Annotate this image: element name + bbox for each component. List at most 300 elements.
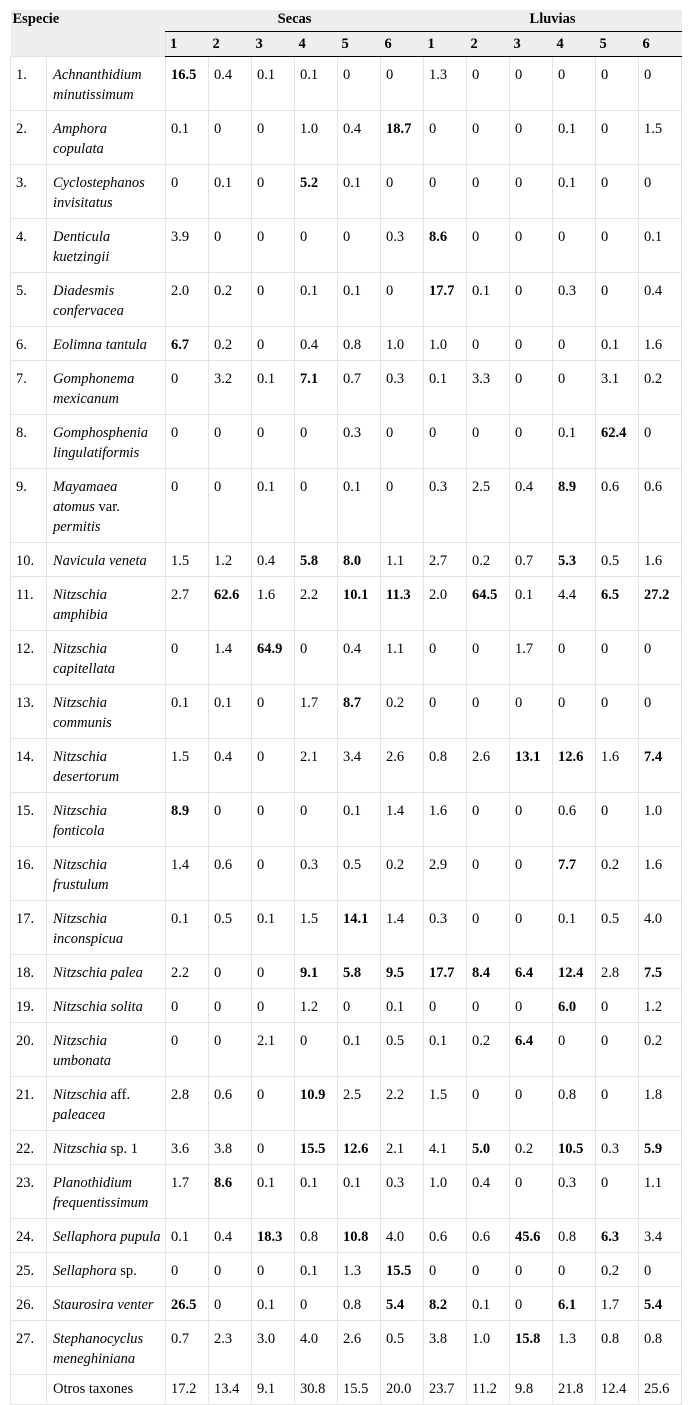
table-row (11, 361, 682, 415)
lluvias-value: 0 (424, 631, 467, 685)
species-name (47, 901, 166, 955)
secas-value: 0 (338, 219, 381, 273)
lluvias-value: 6.5 (596, 577, 639, 631)
lluvias-value: 0 (424, 165, 467, 219)
secas-value: 10.9 (295, 1077, 338, 1131)
lluvias-value: 6.1 (553, 1287, 596, 1321)
lluvias-value: 0.2 (639, 361, 682, 415)
lluvias-value: 0 (467, 901, 510, 955)
secas-value: 15.5 (381, 1253, 424, 1287)
secas-value: 0 (209, 989, 252, 1023)
row-number: 25. (11, 1253, 47, 1287)
lluvias-value: 0 (596, 989, 639, 1023)
secas-value: 0 (295, 793, 338, 847)
lluvias-value: 0.3 (424, 469, 467, 543)
row-number: 16. (11, 847, 47, 901)
secas-value: 0.4 (209, 1219, 252, 1253)
lluvias-value: 0 (596, 111, 639, 165)
lluvias-value: 0.6 (424, 1219, 467, 1253)
row-number: 23. (11, 1165, 47, 1219)
lluvias-value: 0 (510, 1287, 553, 1321)
secas-value: 13.4 (209, 1375, 252, 1405)
secas-value: 0.1 (209, 685, 252, 739)
lluvias-value: 0.2 (639, 1023, 682, 1077)
lluvias-value: 6.3 (596, 1219, 639, 1253)
secas-value: 2.5 (338, 1077, 381, 1131)
secas-value: 8.6 (209, 1165, 252, 1219)
lluvias-value: 1.5 (639, 111, 682, 165)
lluvias-value: 7.5 (639, 955, 682, 989)
secas-value: 1.7 (295, 685, 338, 739)
lluvias-value: 0 (639, 415, 682, 469)
header-secas-col: 6 (381, 32, 424, 57)
species-name-part: Nitzschia capitellata (53, 641, 116, 677)
secas-value: 5.8 (338, 955, 381, 989)
species-name-part: Navicula veneta (53, 553, 147, 569)
secas-value: 1.0 (381, 327, 424, 361)
secas-value: 0.4 (209, 739, 252, 793)
secas-value: 62.6 (209, 577, 252, 631)
lluvias-value: 10.5 (553, 1131, 596, 1165)
lluvias-value: 11.2 (467, 1375, 510, 1405)
secas-value: 0.1 (252, 1287, 295, 1321)
lluvias-value: 0.5 (596, 543, 639, 577)
lluvias-value: 1.1 (639, 1165, 682, 1219)
lluvias-value: 2.0 (424, 577, 467, 631)
lluvias-value: 0 (553, 685, 596, 739)
secas-value: 0.1 (338, 1023, 381, 1077)
secas-value: 0.2 (381, 685, 424, 739)
secas-value: 26.5 (166, 1287, 209, 1321)
secas-value: 5.2 (295, 165, 338, 219)
lluvias-value: 0 (510, 111, 553, 165)
lluvias-value: 3.3 (467, 361, 510, 415)
secas-value: 0.3 (381, 1165, 424, 1219)
row-number: 26. (11, 1287, 47, 1321)
secas-value: 0.8 (338, 1287, 381, 1321)
lluvias-value: 0 (596, 57, 639, 111)
table-row (11, 57, 682, 111)
species-name (47, 847, 166, 901)
secas-value: 0 (252, 273, 295, 327)
lluvias-value: 0.2 (596, 1253, 639, 1287)
row-number: 15. (11, 793, 47, 847)
secas-value: 0.1 (252, 57, 295, 111)
secas-value: 0.1 (295, 1253, 338, 1287)
lluvias-value: 21.8 (553, 1375, 596, 1405)
species-name-part: Nitzschia (53, 1141, 107, 1157)
secas-value: 2.3 (209, 1321, 252, 1375)
secas-value: 12.6 (338, 1131, 381, 1165)
species-name-part: Amphora copulata (53, 121, 107, 157)
row-number: 27. (11, 1321, 47, 1375)
secas-value: 0 (295, 1287, 338, 1321)
lluvias-value: 0 (510, 415, 553, 469)
species-name (47, 1131, 166, 1165)
secas-value: 0 (252, 1131, 295, 1165)
secas-value: 1.5 (295, 901, 338, 955)
species-name-part: aff. (106, 1087, 131, 1103)
lluvias-value: 0.4 (639, 273, 682, 327)
secas-value: 0.5 (381, 1321, 424, 1375)
lluvias-value: 1.3 (553, 1321, 596, 1375)
secas-value: 0.3 (338, 415, 381, 469)
lluvias-value: 0 (553, 219, 596, 273)
species-name (47, 543, 166, 577)
secas-value: 1.4 (166, 847, 209, 901)
lluvias-value: 0 (639, 1253, 682, 1287)
lluvias-value: 8.4 (467, 955, 510, 989)
secas-value: 11.3 (381, 577, 424, 631)
table-row (11, 1165, 682, 1219)
secas-value: 0 (338, 989, 381, 1023)
lluvias-value: 13.1 (510, 739, 553, 793)
row-number: 18. (11, 955, 47, 989)
lluvias-value: 0.1 (639, 219, 682, 273)
table-row (11, 1023, 682, 1077)
secas-value: 10.8 (338, 1219, 381, 1253)
secas-value: 0.1 (338, 469, 381, 543)
lluvias-value: 0 (424, 1253, 467, 1287)
lluvias-value: 0 (467, 57, 510, 111)
lluvias-value: 0.3 (596, 1131, 639, 1165)
lluvias-value: 3.1 (596, 361, 639, 415)
secas-value: 0 (295, 219, 338, 273)
secas-value: 2.2 (166, 955, 209, 989)
lluvias-value: 0 (639, 631, 682, 685)
lluvias-value: 0.3 (553, 1165, 596, 1219)
lluvias-value: 0 (510, 1077, 553, 1131)
table-row (11, 111, 682, 165)
species-name-part: Nitzschia solita (53, 999, 143, 1015)
header-lluvias-col: 4 (553, 32, 596, 57)
lluvias-value: 17.7 (424, 955, 467, 989)
lluvias-value: 0.1 (553, 111, 596, 165)
table-row (11, 955, 682, 989)
secas-value: 8.0 (338, 543, 381, 577)
secas-value: 0.1 (338, 1165, 381, 1219)
secas-value: 18.7 (381, 111, 424, 165)
table-row (11, 1375, 682, 1405)
row-number: 9. (11, 469, 47, 543)
lluvias-value: 1.6 (639, 327, 682, 361)
species-name-part: Otros taxones (53, 1381, 134, 1397)
secas-value: 0.8 (295, 1219, 338, 1253)
secas-value: 0 (209, 1253, 252, 1287)
secas-value: 0 (166, 1023, 209, 1077)
lluvias-value: 2.6 (467, 739, 510, 793)
table-row (11, 469, 682, 543)
secas-value: 1.2 (209, 543, 252, 577)
lluvias-value: 0.1 (510, 577, 553, 631)
table-row (11, 577, 682, 631)
row-number: 19. (11, 989, 47, 1023)
species-name-part: Nitzschia inconspicua (53, 911, 124, 947)
species-name (47, 793, 166, 847)
secas-value: 64.9 (252, 631, 295, 685)
species-name-part: Sellaphora pupula (53, 1229, 161, 1245)
header-lluvias-col: 1 (424, 32, 467, 57)
secas-value: 15.5 (295, 1131, 338, 1165)
lluvias-value: 0 (639, 685, 682, 739)
secas-value: 1.4 (381, 901, 424, 955)
species-name (47, 1165, 166, 1219)
secas-value: 0.1 (338, 273, 381, 327)
lluvias-value: 0 (510, 793, 553, 847)
species-name-part: Denticula kuetzingii (53, 229, 111, 265)
lluvias-value: 0 (510, 165, 553, 219)
row-number (11, 1375, 47, 1405)
lluvias-value: 17.7 (424, 273, 467, 327)
lluvias-value: 0 (467, 793, 510, 847)
species-name-part: permitis (53, 519, 101, 535)
secas-value: 0.1 (295, 273, 338, 327)
secas-value: 6.7 (166, 327, 209, 361)
species-name (47, 361, 166, 415)
secas-value: 4.0 (381, 1219, 424, 1253)
secas-value: 0 (209, 469, 252, 543)
secas-value: 0.4 (338, 111, 381, 165)
secas-value: 0.4 (252, 543, 295, 577)
secas-value: 0.5 (209, 901, 252, 955)
lluvias-value: 7.4 (639, 739, 682, 793)
table-row (11, 739, 682, 793)
secas-value: 5.4 (381, 1287, 424, 1321)
secas-value: 0.1 (166, 1219, 209, 1253)
species-name (47, 327, 166, 361)
secas-value: 0.1 (295, 1165, 338, 1219)
secas-value: 3.0 (252, 1321, 295, 1375)
secas-value: 0.5 (381, 1023, 424, 1077)
lluvias-value: 1.6 (639, 847, 682, 901)
lluvias-value: 0 (510, 1165, 553, 1219)
lluvias-value: 0.1 (424, 1023, 467, 1077)
secas-value: 0 (209, 415, 252, 469)
species-name-part: Nitzschia desertorum (53, 749, 120, 785)
row-number: 6. (11, 327, 47, 361)
secas-value: 0 (381, 469, 424, 543)
secas-value: 0 (252, 739, 295, 793)
lluvias-value: 0 (596, 1077, 639, 1131)
secas-value: 0.5 (338, 847, 381, 901)
row-number: 20. (11, 1023, 47, 1077)
species-name-part: Cyclostephanos invisitatus (53, 175, 145, 211)
species-name (47, 631, 166, 685)
lluvias-value: 0 (467, 165, 510, 219)
lluvias-value: 0 (510, 327, 553, 361)
table-row (11, 847, 682, 901)
header-especie: Especie (11, 10, 166, 57)
secas-value: 0 (166, 361, 209, 415)
secas-value: 0 (252, 111, 295, 165)
secas-value: 2.1 (381, 1131, 424, 1165)
table-row (11, 1253, 682, 1287)
table-row (11, 543, 682, 577)
lluvias-value: 4.1 (424, 1131, 467, 1165)
secas-value: 0 (252, 1077, 295, 1131)
secas-value: 0 (252, 955, 295, 989)
lluvias-value: 0 (467, 1253, 510, 1287)
secas-value: 0.3 (381, 219, 424, 273)
table-row (11, 1219, 682, 1253)
secas-value: 1.6 (252, 577, 295, 631)
secas-value: 0.1 (381, 989, 424, 1023)
lluvias-value: 0 (596, 1023, 639, 1077)
lluvias-value: 1.6 (596, 739, 639, 793)
secas-value: 0.1 (252, 901, 295, 955)
secas-value: 7.1 (295, 361, 338, 415)
secas-value: 0.1 (252, 469, 295, 543)
table-row (11, 793, 682, 847)
secas-value: 1.1 (381, 631, 424, 685)
lluvias-value: 0 (510, 57, 553, 111)
secas-value: 1.4 (381, 793, 424, 847)
lluvias-value: 1.7 (510, 631, 553, 685)
lluvias-value: 6.0 (553, 989, 596, 1023)
lluvias-value: 2.8 (596, 955, 639, 989)
species-name-part: Nitzschia amphibia (53, 587, 108, 623)
row-number: 24. (11, 1219, 47, 1253)
lluvias-value: 0.2 (467, 1023, 510, 1077)
secas-value: 0 (166, 989, 209, 1023)
lluvias-value: 0 (510, 219, 553, 273)
species-name-part: Stephanocyclus meneghiniana (53, 1331, 144, 1367)
secas-value: 0.3 (381, 361, 424, 415)
lluvias-value: 3.4 (639, 1219, 682, 1253)
lluvias-value: 0 (596, 165, 639, 219)
header-lluvias-col: 6 (639, 32, 682, 57)
lluvias-value: 0 (467, 685, 510, 739)
row-number: 13. (11, 685, 47, 739)
species-name (47, 111, 166, 165)
row-number: 21. (11, 1077, 47, 1131)
row-number: 10. (11, 543, 47, 577)
lluvias-value: 2.7 (424, 543, 467, 577)
lluvias-value: 25.6 (639, 1375, 682, 1405)
species-name-part: Planothidium frequentissimum (53, 1175, 149, 1211)
secas-value: 0.1 (209, 165, 252, 219)
species-name (47, 219, 166, 273)
table-row (11, 1287, 682, 1321)
lluvias-value: 0 (553, 361, 596, 415)
lluvias-value: 0 (553, 1253, 596, 1287)
lluvias-value: 15.8 (510, 1321, 553, 1375)
secas-value: 0.3 (295, 847, 338, 901)
secas-value: 0.2 (209, 273, 252, 327)
lluvias-value: 0.1 (553, 901, 596, 955)
lluvias-value: 0 (424, 685, 467, 739)
lluvias-value: 0 (596, 685, 639, 739)
secas-value: 0 (166, 415, 209, 469)
lluvias-value: 1.6 (424, 793, 467, 847)
secas-value: 1.5 (166, 543, 209, 577)
row-number: 22. (11, 1131, 47, 1165)
species-name-part: Nitzschia frustulum (53, 857, 109, 893)
secas-value: 0 (209, 111, 252, 165)
lluvias-value: 0.1 (467, 273, 510, 327)
secas-value: 0 (338, 57, 381, 111)
lluvias-value: 0.6 (553, 793, 596, 847)
lluvias-value: 0.1 (467, 1287, 510, 1321)
secas-value: 0.4 (295, 327, 338, 361)
species-name-part: sp. (116, 1263, 137, 1279)
table-header (11, 10, 682, 57)
secas-value: 0 (252, 415, 295, 469)
secas-value: 3.9 (166, 219, 209, 273)
lluvias-value: 0 (510, 361, 553, 415)
header-secas-col: 4 (295, 32, 338, 57)
secas-value: 8.9 (166, 793, 209, 847)
lluvias-value: 0.8 (553, 1077, 596, 1131)
lluvias-value: 6.4 (510, 955, 553, 989)
species-name (47, 1321, 166, 1375)
table-row (11, 165, 682, 219)
secas-value: 0 (209, 955, 252, 989)
table-row (11, 1131, 682, 1165)
secas-value: 30.8 (295, 1375, 338, 1405)
secas-value: 0.7 (166, 1321, 209, 1375)
secas-value: 9.1 (295, 955, 338, 989)
lluvias-value: 0 (510, 273, 553, 327)
secas-value: 3.8 (209, 1131, 252, 1165)
lluvias-value: 0.1 (553, 415, 596, 469)
row-number: 3. (11, 165, 47, 219)
table-body (11, 57, 682, 1405)
lluvias-value: 0 (596, 631, 639, 685)
secas-value: 17.2 (166, 1375, 209, 1405)
species-name-part: Staurosira venter (53, 1297, 154, 1313)
species-name-part: Gomphosphenia lingulatiformis (53, 425, 149, 461)
lluvias-value: 64.5 (467, 577, 510, 631)
secas-value: 18.3 (252, 1219, 295, 1253)
lluvias-value: 0.5 (596, 901, 639, 955)
table-row (11, 901, 682, 955)
species-name (47, 685, 166, 739)
secas-value: 0.4 (209, 57, 252, 111)
species-name (47, 989, 166, 1023)
secas-value: 1.3 (338, 1253, 381, 1287)
secas-value: 0 (295, 415, 338, 469)
secas-value: 0 (252, 793, 295, 847)
secas-value: 0.1 (252, 1165, 295, 1219)
secas-value: 0 (381, 57, 424, 111)
secas-value: 3.2 (209, 361, 252, 415)
secas-value: 0.2 (381, 847, 424, 901)
lluvias-value: 0.2 (596, 847, 639, 901)
header-secas-col: 3 (252, 32, 295, 57)
secas-value: 2.8 (166, 1077, 209, 1131)
lluvias-value: 62.4 (596, 415, 639, 469)
lluvias-value: 1.6 (639, 543, 682, 577)
secas-value: 2.1 (252, 1023, 295, 1077)
secas-value: 2.7 (166, 577, 209, 631)
species-name (47, 1077, 166, 1131)
secas-value: 2.0 (166, 273, 209, 327)
lluvias-value: 0.8 (596, 1321, 639, 1375)
secas-value: 0.1 (252, 361, 295, 415)
lluvias-value: 12.6 (553, 739, 596, 793)
secas-value: 0.7 (338, 361, 381, 415)
lluvias-value: 5.0 (467, 1131, 510, 1165)
secas-value: 0 (252, 989, 295, 1023)
secas-value: 9.5 (381, 955, 424, 989)
row-number: 11. (11, 577, 47, 631)
secas-value: 0.6 (209, 1077, 252, 1131)
lluvias-value: 0.7 (510, 543, 553, 577)
lluvias-value: 45.6 (510, 1219, 553, 1253)
row-number: 4. (11, 219, 47, 273)
secas-value: 0 (295, 469, 338, 543)
